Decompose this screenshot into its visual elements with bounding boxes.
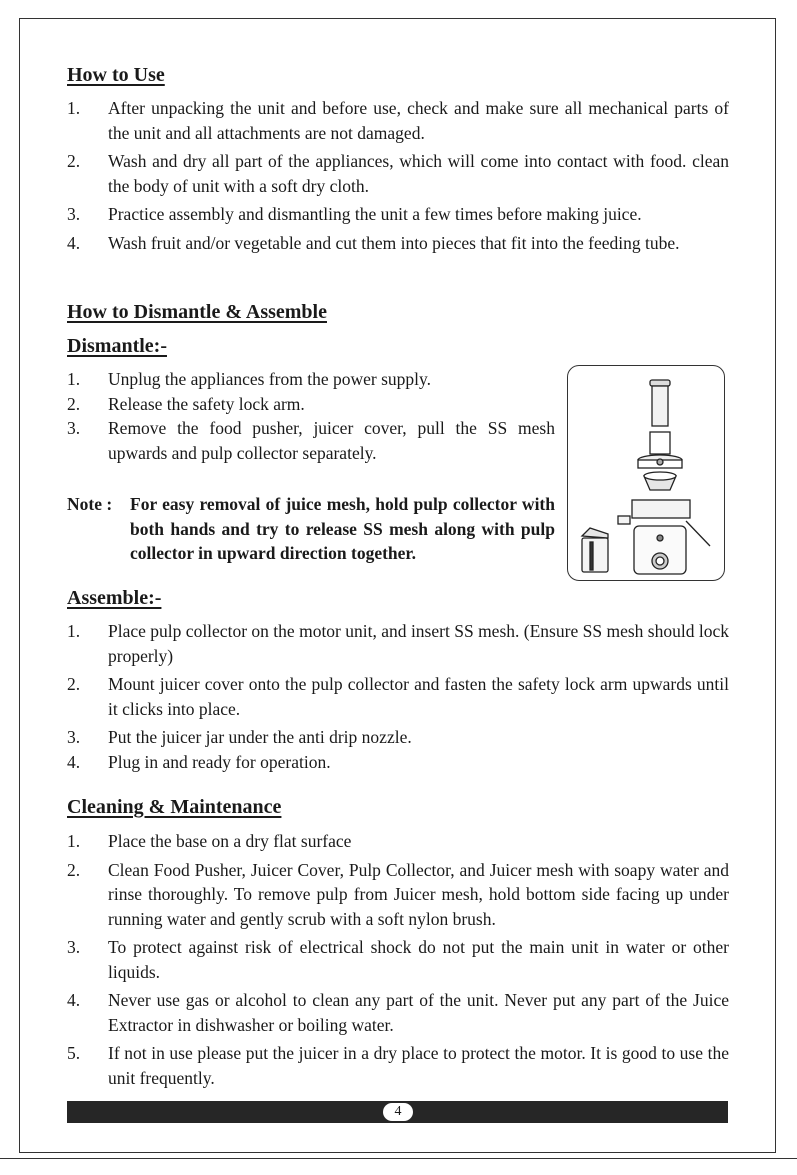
list-item: 4. Wash fruit and/or vegetable and cut them into pieces that fit into the feeding tube. (67, 232, 680, 253)
juicer-illustration (567, 365, 725, 581)
list-item: 3. To protect against risk of electrical shock do not put the main unit in water or other liquids. (67, 937, 729, 982)
list-item: 1. Unplug the appliances from the power supply. (67, 369, 432, 389)
heading-cleaning: Cleaning & Maintenance (67, 796, 282, 818)
note-text: For easy removal of juice mesh, hold pulp collector with both hands and try to release SS mesh along with pulp collector in upward direction together. (130, 494, 555, 563)
bottom-rule (0, 1158, 797, 1159)
list-item: 1. Place the base on a dry flat surface (67, 831, 352, 851)
heading-how-to-use: How to Use (67, 64, 165, 86)
list-assemble (67, 619, 729, 778)
dismantle-note (67, 492, 555, 566)
list-item: 4. Plug in and ready for operation. (67, 751, 331, 772)
list-item: 2. Clean Food Pusher, Juicer Cover, Pulp Collector, and Juicer mesh with soapy water and rinse thoroughly. To remove pulp from Juicer mesh, hold bottom side facing up under running water and gently scrub with a soft nylon brush. (67, 859, 729, 929)
page-number: 4 (383, 1103, 413, 1121)
list-how-to-use (67, 96, 729, 259)
heading-dismantle: Dismantle:- (67, 335, 167, 357)
list-item: 3. Practice assembly and dismantling the unit a few times before making juice. (67, 204, 642, 224)
list-item: 2. Wash and dry all part of the appliances, which will come into contact with food. clean the body of unit with a soft dry cloth. (67, 151, 729, 196)
list-item: 1. After unpacking the unit and before use, check and make sure all mechanical parts of the unit and all attachments are not damaged. (67, 98, 729, 143)
list-item: 3. Remove the food pusher, juicer cover, pull the SS mesh upwards and pulp collector separately. (67, 418, 555, 463)
list-item: 2. Release the safety lock arm. (67, 393, 305, 414)
list-item: 1. Place pulp collector on the motor unit, and insert SS mesh. (Ensure SS mesh should lock properly) (67, 621, 729, 666)
list-item: 3. Put the juicer jar under the anti drip nozzle. (67, 727, 412, 747)
heading-dismantle-assemble: How to Dismantle & Assemble (67, 301, 327, 323)
list-dismantle (67, 367, 555, 465)
list-cleaning (67, 829, 729, 1094)
list-item: 5. If not in use please put the juicer in a dry place to protect the motor. It is good to use the unit frequently. (67, 1043, 729, 1088)
juicer-exploded-view-icon (568, 366, 724, 580)
heading-assemble: Assemble:- (67, 587, 162, 609)
list-item: 4. Never use gas or alcohol to clean any part of the unit. Never put any part of the Juice Extractor in dishwasher or boiling water. (67, 990, 729, 1035)
note-label: Note : (67, 494, 113, 514)
list-item: 2. Mount juicer cover onto the pulp collector and fasten the safety lock arm upwards until it clicks into place. (67, 674, 729, 719)
